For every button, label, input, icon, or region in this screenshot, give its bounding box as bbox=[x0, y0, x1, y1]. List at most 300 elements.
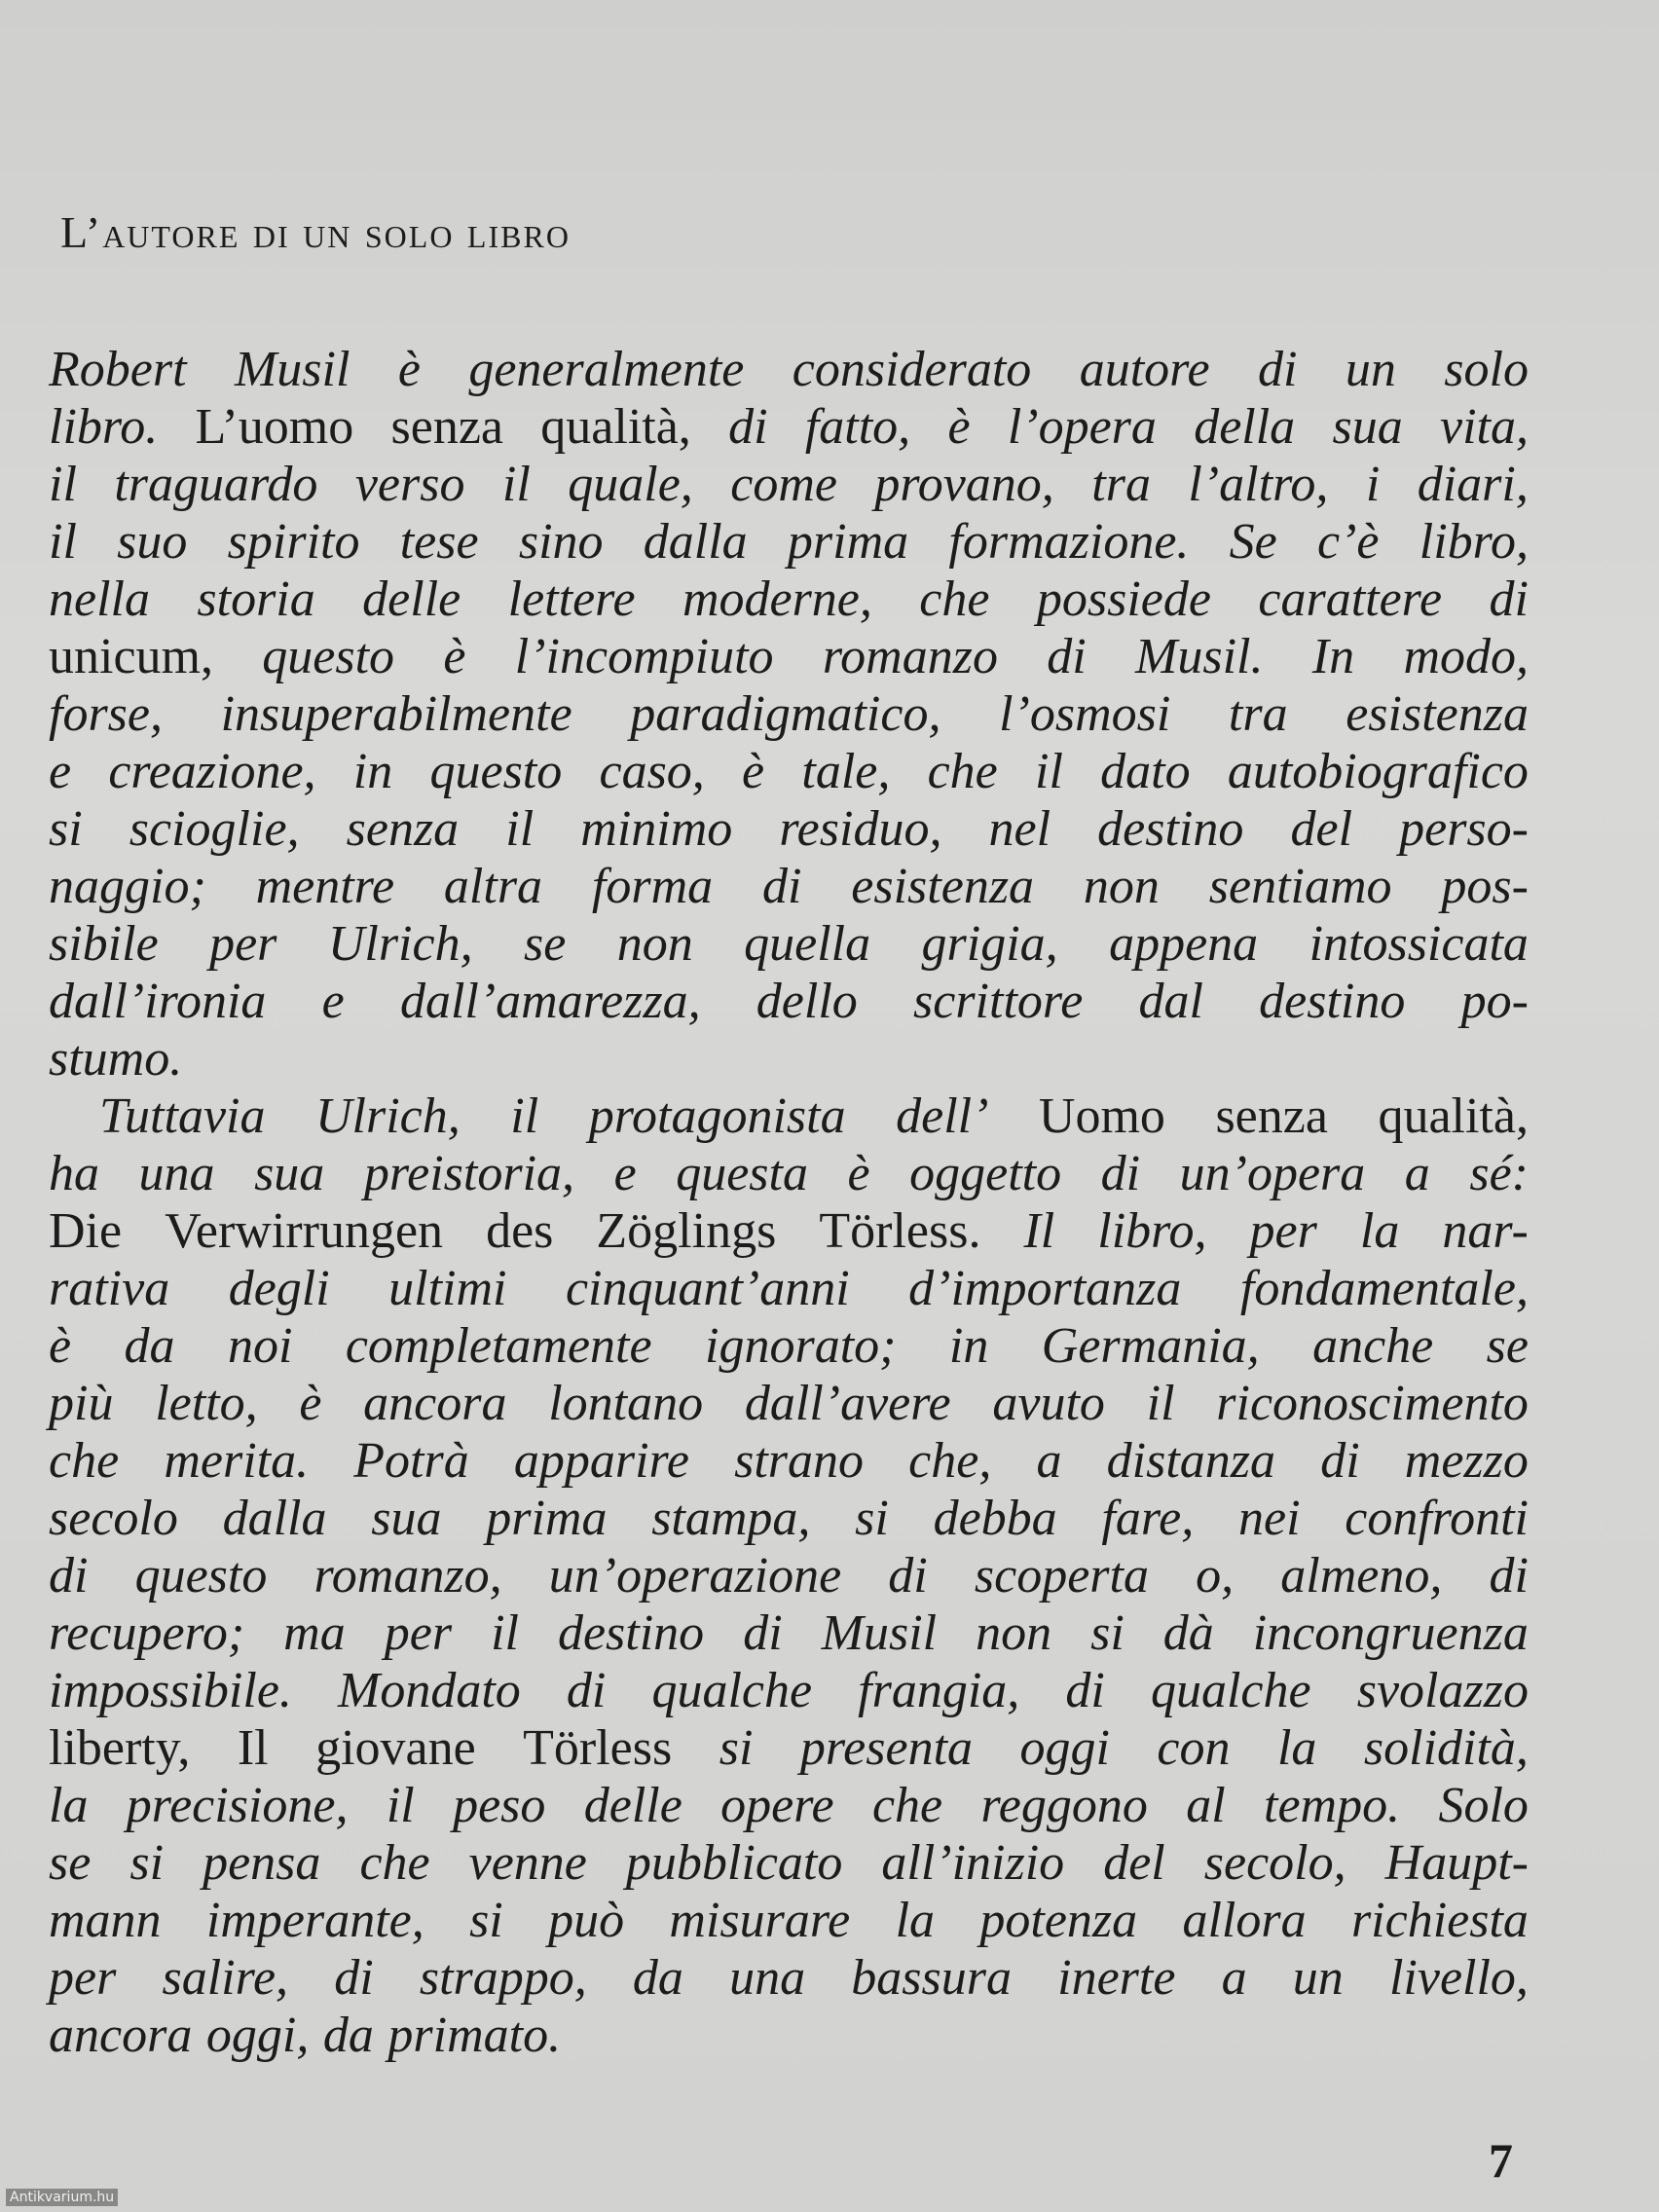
word: Zöglings bbox=[596, 1203, 777, 1259]
word: la bbox=[895, 1893, 936, 1948]
word: Se bbox=[1229, 514, 1277, 570]
word: qualche bbox=[1150, 1663, 1311, 1718]
word: d’importanza bbox=[908, 1261, 1182, 1316]
word: più bbox=[49, 1376, 114, 1431]
word: primato. bbox=[387, 2008, 562, 2063]
word: formazione. bbox=[948, 514, 1190, 570]
text-line bbox=[49, 1834, 1529, 1892]
text-line bbox=[49, 2007, 1529, 2064]
word: è bbox=[397, 342, 421, 397]
word: Musil bbox=[821, 1605, 938, 1661]
word: l’osmosi bbox=[999, 686, 1171, 742]
word: venne bbox=[468, 1835, 587, 1891]
word: peso bbox=[453, 1778, 546, 1833]
word: delle bbox=[362, 571, 461, 627]
word: sentiamo bbox=[1208, 859, 1392, 914]
word: non bbox=[616, 916, 693, 972]
word: solo bbox=[1444, 342, 1529, 397]
word: libro, bbox=[1419, 514, 1529, 570]
text-line bbox=[49, 1317, 1529, 1375]
word: e bbox=[613, 1146, 637, 1201]
word: se bbox=[49, 1835, 92, 1891]
word: della bbox=[1194, 399, 1296, 455]
word: protagonista bbox=[588, 1088, 846, 1144]
word: inerte bbox=[1057, 1950, 1176, 2006]
word: Törless. bbox=[819, 1203, 981, 1259]
word: pos- bbox=[1441, 859, 1529, 914]
text-line bbox=[49, 513, 1529, 571]
word: L’uomo bbox=[195, 399, 354, 455]
word: dato bbox=[1100, 744, 1191, 799]
word: distanza bbox=[1106, 1433, 1276, 1489]
word: pubblicato bbox=[625, 1835, 843, 1891]
word: allora bbox=[1182, 1893, 1307, 1948]
word: naggio; bbox=[49, 859, 206, 914]
word: richiesta bbox=[1350, 1893, 1529, 1948]
word: spirito bbox=[227, 514, 360, 570]
text-line bbox=[49, 743, 1529, 800]
word: traguardo bbox=[114, 457, 318, 512]
text-line bbox=[49, 800, 1529, 858]
text-line bbox=[49, 1145, 1529, 1202]
word: Ulrich, bbox=[315, 1088, 461, 1144]
word: si bbox=[49, 801, 83, 857]
word: des bbox=[486, 1203, 554, 1259]
word: da bbox=[322, 2008, 374, 2063]
word: cinquant’anni bbox=[565, 1261, 850, 1316]
word: di bbox=[566, 1663, 607, 1718]
word: insuperabilmente bbox=[220, 686, 572, 742]
word: la bbox=[1276, 1720, 1317, 1776]
word: a bbox=[1404, 1146, 1430, 1201]
word: la bbox=[1359, 1203, 1400, 1259]
word: Uomo bbox=[1038, 1088, 1165, 1144]
word: da bbox=[124, 1318, 175, 1374]
word: oggi bbox=[1019, 1720, 1110, 1776]
word: romanzo bbox=[822, 629, 998, 684]
word: libro, bbox=[1097, 1203, 1207, 1259]
word: letto, bbox=[155, 1376, 258, 1431]
word: di bbox=[334, 1950, 374, 2006]
word: dal bbox=[1138, 974, 1203, 1029]
word: Haupt- bbox=[1384, 1835, 1529, 1891]
word: reggono bbox=[980, 1778, 1148, 1833]
word: Il bbox=[237, 1720, 269, 1776]
word: creazione, bbox=[108, 744, 316, 799]
word: è bbox=[947, 399, 971, 455]
word: Ulrich, bbox=[327, 916, 473, 972]
text-line bbox=[49, 1547, 1529, 1604]
word: da bbox=[632, 1950, 683, 2006]
word: fondamentale, bbox=[1239, 1261, 1529, 1316]
word: senza bbox=[1215, 1088, 1328, 1144]
word: scoperta bbox=[974, 1548, 1149, 1604]
word: considerato bbox=[792, 342, 1032, 397]
word: si bbox=[1090, 1605, 1124, 1661]
word: dall’ironia bbox=[49, 974, 267, 1029]
word: paradigmatico, bbox=[630, 686, 941, 742]
body-text bbox=[49, 341, 1529, 2064]
word: dall’avere bbox=[744, 1376, 951, 1431]
word: destino bbox=[1097, 801, 1244, 857]
word: moderne, bbox=[682, 571, 872, 627]
word: e bbox=[321, 974, 345, 1029]
word: che bbox=[871, 1778, 943, 1833]
word: di bbox=[1100, 1146, 1141, 1201]
text-line bbox=[49, 858, 1529, 915]
word: romanzo, bbox=[313, 1548, 502, 1604]
word: confronti bbox=[1345, 1491, 1529, 1546]
word: pensa bbox=[203, 1835, 321, 1891]
word: di bbox=[1320, 1433, 1360, 1489]
word: secolo bbox=[49, 1491, 178, 1546]
word: di bbox=[1489, 1548, 1529, 1604]
word: vita, bbox=[1440, 399, 1529, 455]
word: quale, bbox=[568, 457, 693, 512]
word: liberty, bbox=[49, 1720, 191, 1776]
word: o, bbox=[1196, 1548, 1235, 1604]
word: almeno, bbox=[1280, 1548, 1443, 1604]
text-line bbox=[49, 1490, 1529, 1547]
word: sé: bbox=[1469, 1146, 1529, 1201]
word: se bbox=[523, 916, 567, 972]
word: fatto, bbox=[804, 399, 911, 455]
word: lontano bbox=[548, 1376, 704, 1431]
word: e bbox=[49, 744, 72, 799]
word: lettere bbox=[507, 571, 636, 627]
word: diari, bbox=[1417, 457, 1529, 512]
word: di bbox=[762, 859, 802, 914]
word: questa bbox=[676, 1146, 808, 1201]
word: esistenza bbox=[851, 859, 1035, 914]
text-line bbox=[49, 1719, 1529, 1777]
word: se bbox=[1486, 1318, 1529, 1374]
word: qualità, bbox=[540, 399, 691, 455]
word: dà bbox=[1162, 1605, 1214, 1661]
word: in bbox=[948, 1318, 989, 1374]
word: all’inizio bbox=[881, 1835, 1065, 1891]
text-line bbox=[49, 456, 1529, 513]
word: completamente bbox=[345, 1318, 652, 1374]
word: dell’ bbox=[896, 1088, 989, 1144]
word: forma bbox=[591, 859, 714, 914]
word: il bbox=[505, 801, 535, 857]
word: ancora bbox=[49, 2008, 193, 2063]
word: incongruenza bbox=[1252, 1605, 1529, 1661]
word: un bbox=[1345, 342, 1396, 397]
word: Musil. bbox=[1135, 629, 1264, 684]
word: di bbox=[1258, 342, 1298, 397]
word: tale, bbox=[801, 744, 891, 799]
word: il bbox=[1146, 1376, 1175, 1431]
text-line bbox=[49, 1030, 1529, 1088]
word: nar- bbox=[1442, 1203, 1529, 1259]
word: autore bbox=[1079, 342, 1210, 397]
word: tese bbox=[399, 514, 479, 570]
word: livello, bbox=[1388, 1950, 1529, 2006]
word: c’è bbox=[1317, 514, 1380, 570]
word: tra bbox=[1228, 686, 1288, 742]
word: preistoria, bbox=[363, 1146, 575, 1201]
word: l’incompiuto bbox=[514, 629, 774, 684]
page-number: 7 bbox=[1489, 2133, 1513, 2188]
word: il bbox=[510, 1088, 539, 1144]
word: altra bbox=[443, 859, 543, 914]
word: di bbox=[743, 1605, 783, 1661]
word: sua bbox=[1332, 399, 1403, 455]
word: una bbox=[729, 1950, 806, 2006]
word: degli bbox=[228, 1261, 330, 1316]
word: il bbox=[1035, 744, 1063, 799]
word: ma bbox=[283, 1605, 346, 1661]
word: per bbox=[384, 1605, 453, 1661]
word: Potrà bbox=[353, 1433, 469, 1489]
word: strano bbox=[734, 1433, 865, 1489]
word: come bbox=[730, 457, 837, 512]
word: del bbox=[1103, 1835, 1165, 1891]
word: non bbox=[976, 1605, 1052, 1661]
word: scioglie, bbox=[129, 801, 300, 857]
text-line bbox=[49, 341, 1529, 398]
word: bassura bbox=[851, 1950, 1012, 2006]
word: oggi, bbox=[205, 2008, 310, 2063]
word: con bbox=[1157, 1720, 1231, 1776]
word: non bbox=[1083, 859, 1160, 914]
word: ha bbox=[49, 1146, 99, 1201]
word: prima bbox=[486, 1491, 608, 1546]
word: è bbox=[299, 1376, 322, 1431]
word: presenta bbox=[799, 1720, 974, 1776]
word: può bbox=[548, 1893, 625, 1948]
word: un’opera bbox=[1179, 1146, 1366, 1201]
word: strappo, bbox=[419, 1950, 587, 2006]
word: qualità, bbox=[1378, 1088, 1529, 1144]
word: che bbox=[359, 1835, 430, 1891]
word: Mondato bbox=[338, 1663, 521, 1718]
word: libro. bbox=[49, 399, 159, 455]
word: si bbox=[469, 1893, 503, 1948]
word: a bbox=[1036, 1433, 1062, 1489]
word: Germania, bbox=[1041, 1318, 1260, 1374]
word: merita. bbox=[164, 1433, 310, 1489]
text-line bbox=[49, 685, 1529, 743]
word: è bbox=[443, 629, 466, 684]
word: riconoscimento bbox=[1216, 1376, 1529, 1431]
word: questo bbox=[429, 744, 563, 799]
word: dalla bbox=[643, 514, 748, 570]
word: imperante, bbox=[205, 1893, 424, 1948]
word: che bbox=[49, 1433, 120, 1489]
word: minimo bbox=[580, 801, 733, 857]
word: oggetto bbox=[909, 1146, 1062, 1201]
word: per bbox=[1249, 1203, 1317, 1259]
word: prima bbox=[787, 514, 909, 570]
word: senza bbox=[390, 399, 504, 455]
word: generalmente bbox=[468, 342, 745, 397]
word: precisione, bbox=[126, 1778, 349, 1833]
word: caso, bbox=[599, 744, 705, 799]
text-line bbox=[49, 1202, 1529, 1260]
word: residuo, bbox=[779, 801, 942, 857]
word: impossibile. bbox=[49, 1663, 292, 1718]
word: sua bbox=[371, 1491, 442, 1546]
word: sino bbox=[518, 514, 604, 570]
word: avuto bbox=[992, 1376, 1105, 1431]
word: Tuttavia bbox=[99, 1088, 266, 1144]
watermark: Antikvarium.hu bbox=[6, 2189, 118, 2206]
word: possiede bbox=[1036, 571, 1211, 627]
word: i bbox=[1365, 457, 1381, 512]
word: Il bbox=[1023, 1203, 1055, 1259]
word: In bbox=[1311, 629, 1355, 684]
text-line bbox=[49, 1604, 1529, 1662]
text-line bbox=[49, 1432, 1529, 1490]
text-line bbox=[49, 973, 1529, 1030]
word: debba bbox=[933, 1491, 1057, 1546]
word: per bbox=[49, 1950, 117, 2006]
word: Die bbox=[49, 1203, 123, 1259]
word: di bbox=[1065, 1663, 1105, 1718]
word: suo bbox=[117, 514, 188, 570]
text-line bbox=[49, 1892, 1529, 1949]
word: Robert bbox=[49, 342, 187, 397]
word: sibile bbox=[49, 916, 159, 972]
word: appena bbox=[1109, 916, 1259, 972]
word: è bbox=[49, 1318, 72, 1374]
word: è bbox=[742, 744, 765, 799]
word: dello bbox=[756, 974, 858, 1029]
word: misurare bbox=[669, 1893, 851, 1948]
word: frangia, bbox=[858, 1663, 1020, 1718]
word: rativa bbox=[49, 1261, 170, 1316]
word: un bbox=[1292, 1950, 1344, 2006]
word: di bbox=[888, 1548, 928, 1604]
text-line bbox=[49, 1662, 1529, 1719]
word: perso- bbox=[1399, 801, 1529, 857]
word: opere bbox=[720, 1778, 834, 1833]
word: salire, bbox=[162, 1950, 289, 2006]
word: una bbox=[138, 1146, 215, 1201]
word: di bbox=[49, 1548, 89, 1604]
word: giovane bbox=[315, 1720, 476, 1776]
word: tra bbox=[1091, 457, 1151, 512]
word: l’opera bbox=[1007, 399, 1157, 455]
word: forse, bbox=[49, 686, 163, 742]
word: nella bbox=[49, 571, 150, 627]
word: ancora bbox=[363, 1376, 507, 1431]
word: recupero; bbox=[49, 1605, 245, 1661]
word: mezzo bbox=[1404, 1433, 1529, 1489]
word: Törless bbox=[523, 1720, 673, 1776]
word: nei bbox=[1238, 1491, 1301, 1546]
word: il bbox=[501, 457, 531, 512]
word: dalla bbox=[222, 1491, 327, 1546]
word: potenza bbox=[979, 1893, 1138, 1948]
word: che bbox=[927, 744, 998, 799]
word: Musil bbox=[234, 342, 350, 397]
word: apparire bbox=[513, 1433, 689, 1489]
word: destino bbox=[557, 1605, 705, 1661]
word: di bbox=[728, 399, 768, 455]
word: il bbox=[491, 1605, 519, 1661]
word: mann bbox=[49, 1893, 162, 1948]
text-line bbox=[49, 571, 1529, 628]
word: ignorato; bbox=[705, 1318, 897, 1374]
word: carattere bbox=[1258, 571, 1443, 627]
word: fare, bbox=[1101, 1491, 1195, 1546]
word: la bbox=[49, 1778, 89, 1833]
word: che, bbox=[908, 1433, 992, 1489]
word: delle bbox=[583, 1778, 682, 1833]
word: Solo bbox=[1438, 1778, 1529, 1833]
word: si bbox=[129, 1835, 165, 1891]
word: provano, bbox=[874, 457, 1054, 512]
word: secolo, bbox=[1203, 1835, 1346, 1891]
word: storia bbox=[197, 571, 315, 627]
word: è bbox=[847, 1146, 870, 1201]
word: tempo. bbox=[1264, 1778, 1401, 1833]
word: Verwirrungen bbox=[165, 1203, 444, 1259]
word: scrittore bbox=[913, 974, 1084, 1029]
word: per bbox=[209, 916, 277, 972]
word: destino bbox=[1259, 974, 1406, 1029]
word: unicum, bbox=[49, 629, 213, 684]
text-line bbox=[49, 1777, 1529, 1834]
word: esistenza bbox=[1346, 686, 1529, 742]
word: stampa, bbox=[651, 1491, 811, 1546]
word: grigia, bbox=[921, 916, 1058, 972]
text-line bbox=[49, 628, 1529, 685]
word: il bbox=[49, 514, 77, 570]
word: qualche bbox=[651, 1663, 813, 1718]
word: quella bbox=[744, 916, 871, 972]
text-line bbox=[49, 1949, 1529, 2007]
word: questo bbox=[262, 629, 395, 684]
word: mentre bbox=[255, 859, 395, 914]
word: del bbox=[1290, 801, 1353, 857]
word: senza bbox=[346, 801, 460, 857]
word: a bbox=[1221, 1950, 1247, 2006]
text-line bbox=[49, 915, 1529, 973]
word: si bbox=[719, 1720, 754, 1776]
word: solidità, bbox=[1363, 1720, 1529, 1776]
word: il bbox=[386, 1778, 415, 1833]
word: stumo. bbox=[49, 1031, 183, 1087]
word: dall’amarezza, bbox=[399, 974, 701, 1029]
word: autobiografico bbox=[1227, 744, 1529, 799]
word: di bbox=[1047, 629, 1087, 684]
word: ultimi bbox=[388, 1261, 507, 1316]
word: svolazzo bbox=[1356, 1663, 1529, 1718]
word: po- bbox=[1460, 974, 1529, 1029]
text-line bbox=[49, 1088, 1529, 1145]
word: modo, bbox=[1403, 629, 1529, 684]
word: nel bbox=[988, 801, 1051, 857]
word: al bbox=[1186, 1778, 1226, 1833]
word: un’operazione bbox=[548, 1548, 842, 1604]
word: il bbox=[49, 457, 77, 512]
word: anche bbox=[1312, 1318, 1434, 1374]
text-line bbox=[49, 1375, 1529, 1432]
word: verso bbox=[354, 457, 465, 512]
word: che bbox=[919, 571, 990, 627]
word: questo bbox=[134, 1548, 268, 1604]
word: in bbox=[352, 744, 393, 799]
word: intossicata bbox=[1309, 916, 1529, 972]
chapter-title: L’autore di un solo libro bbox=[60, 207, 571, 257]
word: l’altro, bbox=[1188, 457, 1329, 512]
text-line bbox=[49, 398, 1529, 456]
